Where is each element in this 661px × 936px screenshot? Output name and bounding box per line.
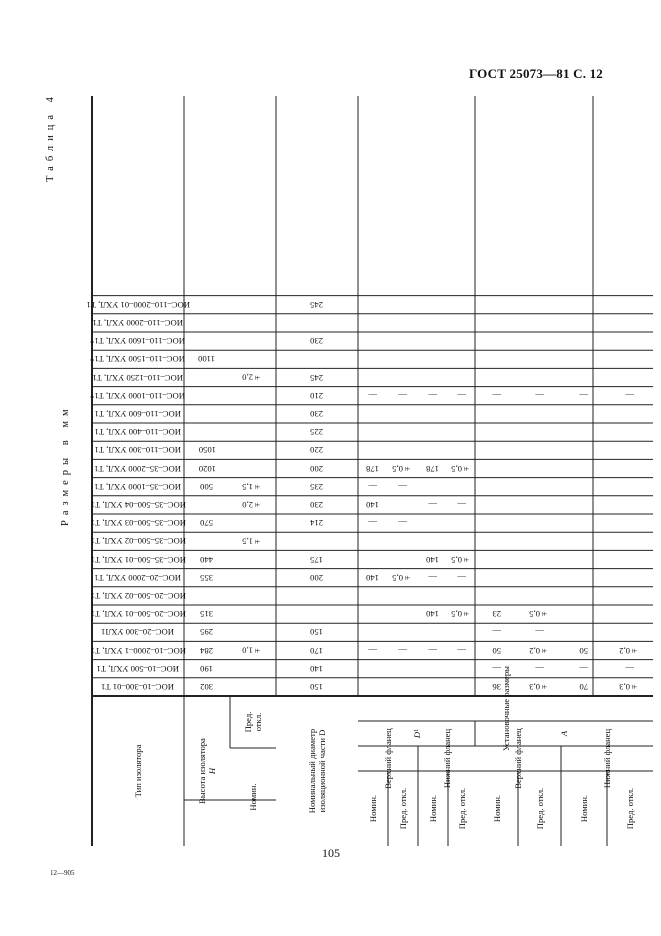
- cell-un: 140: [366, 572, 380, 583]
- cell-aut: [518, 405, 561, 423]
- cell-ln: [418, 441, 448, 459]
- d1u-tol-head: Пред. откл.: [398, 787, 408, 830]
- page-header: ГОСТ 25073—81 С. 12: [469, 66, 603, 81]
- cell-alt: [607, 478, 653, 496]
- a-symbol: A: [559, 730, 569, 737]
- cell-h: 1100: [198, 354, 216, 365]
- cell-ln: —: [428, 499, 438, 510]
- cell-aut: [518, 569, 561, 587]
- cell-h: 570: [200, 518, 214, 529]
- cell-h: [184, 332, 230, 350]
- cell-alt: [607, 532, 653, 550]
- cell-ut: [388, 296, 418, 314]
- d1l-nom-head: Номин.: [428, 794, 438, 823]
- cell-type: ИОС–35–500–02 УХЛ, Т1: [90, 536, 186, 547]
- cell-aln: [561, 478, 607, 496]
- cell-ut: [388, 678, 418, 696]
- cell-aln: 50: [579, 645, 589, 656]
- footer-code: 12—905: [50, 869, 75, 877]
- cell-h: [184, 587, 230, 605]
- cell-ln: [418, 660, 448, 678]
- a-lower-flange-head: Нижний фланец: [602, 728, 612, 789]
- cell-aut: [518, 350, 561, 368]
- cell-type: ИОС–10–2000–1 УХЛ, Т1: [90, 645, 186, 656]
- cell-aut: [518, 478, 561, 496]
- height-nom-head: Номин.: [248, 783, 258, 811]
- d1-symbol: D: [411, 731, 422, 739]
- cell-un: —: [368, 481, 378, 492]
- cell-d: 170: [310, 645, 324, 656]
- height-tol-cell: ±1,0: [242, 645, 264, 656]
- cell-aut: [518, 496, 561, 514]
- cell-un: [358, 423, 388, 441]
- cell-lt: [448, 423, 475, 441]
- col-head-diameter: Номинальный диаметр изоляционной части D: [307, 728, 327, 814]
- cell-d: [276, 587, 358, 605]
- height-tol-head: Пред. откл.: [243, 711, 263, 733]
- cell-un: —: [368, 518, 378, 529]
- cell-ut: [388, 405, 418, 423]
- cell-h: [184, 296, 230, 314]
- cell-h: 1050: [198, 445, 216, 456]
- cell-d: [276, 605, 358, 623]
- cell-ln: [418, 405, 448, 423]
- cell-aun: [475, 368, 518, 386]
- cell-aut: [518, 314, 561, 332]
- cell-ln: [418, 678, 448, 696]
- cell-alt: [607, 496, 653, 514]
- cell-d: [276, 350, 358, 368]
- cell-alt: [607, 587, 653, 605]
- cell-aut: —: [535, 663, 544, 674]
- install-head: Установочные размеры: [500, 666, 511, 751]
- cell-h: 355: [200, 572, 214, 583]
- cell-type: ИОС–110–2000–01 УХЛ, Т1: [86, 299, 190, 310]
- cell-aut: [518, 532, 561, 550]
- cell-lt: [448, 678, 475, 696]
- cell-ut: [388, 441, 418, 459]
- cell-type: ИОС–35–1000 УХЛ, Т1: [94, 481, 182, 492]
- cell-d: 245: [310, 299, 324, 310]
- cell-h: 1020: [198, 463, 216, 474]
- units-caption: Размеры в мм: [60, 404, 71, 526]
- cell-ln: 178: [426, 463, 440, 474]
- cell-d: 200: [310, 572, 324, 583]
- d1-head: [358, 721, 475, 746]
- cell-ut: [388, 314, 418, 332]
- cell-aun: [475, 569, 518, 587]
- cell-alt: [607, 459, 653, 477]
- cell-d: 245: [310, 372, 324, 383]
- cell-ut: [388, 587, 418, 605]
- cell-aun: [475, 423, 518, 441]
- cell-aun: [475, 532, 518, 550]
- height-tol-cell: ±1,5: [242, 481, 264, 492]
- cell-aut: —: [535, 627, 544, 638]
- cell-aun: [475, 441, 518, 459]
- cell-un: [358, 405, 388, 423]
- cell-un: [358, 314, 388, 332]
- cell-lt: —: [457, 572, 466, 583]
- cell-un: [358, 296, 388, 314]
- cell-ut: —: [398, 390, 408, 401]
- cell-aln: [561, 296, 607, 314]
- cell-lt: [448, 405, 475, 423]
- cell-aun: —: [492, 663, 501, 674]
- cell-aun: [475, 514, 518, 532]
- cell-h: 284: [200, 645, 214, 656]
- cell-ln: [418, 478, 448, 496]
- cell-alt: [607, 405, 653, 423]
- cell-h: 500: [200, 481, 214, 492]
- cell-un: [358, 678, 388, 696]
- cell-un: —: [368, 390, 378, 401]
- cell-ut: [388, 496, 418, 514]
- cell-aut: [518, 459, 561, 477]
- cell-type: ИОС–20–2000 УХЛ, Т1: [94, 572, 182, 583]
- cell-h: 315: [200, 609, 214, 620]
- cell-aln: [561, 350, 607, 368]
- cell-ut: ±0,5: [392, 463, 414, 474]
- cell-ln: [418, 532, 448, 550]
- cell-aut: [518, 587, 561, 605]
- cell-type: ИОС–110–1600 УХЛ, Т1*: [90, 336, 186, 347]
- cell-h: [184, 423, 230, 441]
- cell-d: 230: [310, 408, 324, 419]
- cell-d: 235: [310, 481, 324, 492]
- cell-h: [184, 405, 230, 423]
- cell-aut: ±0,5: [529, 609, 550, 620]
- cell-h: 295: [200, 627, 214, 638]
- cell-ut: ±0,5: [392, 572, 414, 583]
- cell-type: ИОС–20–300 УХЛ1: [101, 627, 175, 638]
- height-head-label: Высота изолятора: [197, 738, 207, 804]
- cell-ln: [418, 368, 448, 386]
- cell-type: ИОС–10–500 УХЛ, Т1: [96, 663, 180, 674]
- cell-lt: [448, 314, 475, 332]
- cell-ln: 140: [426, 609, 440, 620]
- cell-aut: ±0,2: [529, 645, 550, 656]
- table-title: Таблица 4: [45, 92, 56, 182]
- cell-aln: [561, 514, 607, 532]
- cell-alt: [607, 314, 653, 332]
- cell-type: ИОС–35–500–03 УХЛ, Т1: [90, 518, 186, 529]
- cell-lt: [448, 332, 475, 350]
- cell-h: 440: [200, 554, 214, 565]
- cell-h: [184, 387, 230, 405]
- cell-type: ИОС–110–400 УХЛ, Т1: [94, 427, 182, 438]
- cell-aln: 70: [579, 681, 589, 692]
- cell-aut: [518, 514, 561, 532]
- cell-aut: ±0,3: [529, 681, 550, 692]
- cell-ut: [388, 623, 418, 641]
- cell-un: 140: [366, 499, 380, 510]
- cell-aut: [518, 296, 561, 314]
- cell-d: 230: [310, 336, 324, 347]
- cell-lt: [448, 514, 475, 532]
- cell-aun: [475, 496, 518, 514]
- cell-aun: —: [492, 627, 501, 638]
- cell-d: 220: [310, 445, 324, 456]
- cell-alt: [607, 569, 653, 587]
- col-head-height: [184, 696, 276, 846]
- cell-ln: —: [428, 572, 438, 583]
- cell-d: 200: [310, 463, 324, 474]
- cell-aun: [475, 459, 518, 477]
- cell-type: ИОС–110–2000 УХЛ, Т1: [92, 317, 184, 328]
- cell-aln: [561, 605, 607, 623]
- cell-alt: [607, 605, 653, 623]
- cell-un: 178: [366, 463, 380, 474]
- cell-aln: [561, 405, 607, 423]
- cell-ln: [418, 587, 448, 605]
- cell-aut: —: [535, 390, 544, 401]
- cell-lt: —: [457, 390, 466, 401]
- cell-ut: —: [398, 645, 408, 656]
- cell-type: ИОС–110–600 УХЛ, Т1: [94, 408, 182, 419]
- cell-alt: [607, 514, 653, 532]
- cell-d: 150: [310, 681, 324, 692]
- cell-aln: [561, 332, 607, 350]
- cell-ut: [388, 368, 418, 386]
- cell-aun: 23: [492, 609, 501, 620]
- cell-aut: [518, 423, 561, 441]
- cell-alt: [607, 296, 653, 314]
- d1-subscript: 1: [413, 728, 420, 732]
- cell-ln: [418, 314, 448, 332]
- cell-aln: —: [579, 663, 589, 674]
- cell-ln: 140: [426, 554, 440, 565]
- cell-aun: [475, 478, 518, 496]
- cell-un: [358, 332, 388, 350]
- cell-type: ИОС–110–1500 УХЛ, Т1*: [90, 354, 186, 365]
- cell-aun: [475, 350, 518, 368]
- cell-un: —: [368, 645, 378, 656]
- d1-upper-flange-head: Верхний фланец: [383, 728, 393, 789]
- cell-d: 140: [310, 663, 324, 674]
- cell-d: 150: [310, 627, 324, 638]
- cell-alt: [607, 332, 653, 350]
- cell-d: 225: [310, 427, 324, 438]
- cell-lt: ±0,5: [451, 609, 472, 620]
- cell-lt: —: [457, 645, 466, 656]
- cell-ln: [418, 514, 448, 532]
- cell-aln: [561, 423, 607, 441]
- col-head-type: Тип изолятора: [133, 744, 143, 798]
- al-nom-head: Номин.: [579, 794, 589, 823]
- cell-ut: —: [398, 518, 408, 529]
- cell-ut: [388, 350, 418, 368]
- cell-type: ИОС–20–500–01 УХЛ, Т1: [90, 609, 186, 620]
- cell-alt: [607, 423, 653, 441]
- cell-ut: [388, 423, 418, 441]
- cell-alt: [607, 368, 653, 386]
- cell-un: [358, 623, 388, 641]
- cell-un: [358, 550, 388, 568]
- cell-alt: [607, 441, 653, 459]
- a-upper-flange-head: Верхний фланец: [513, 728, 523, 789]
- cell-un: [358, 441, 388, 459]
- cell-aut: [518, 332, 561, 350]
- cell-aut: [518, 550, 561, 568]
- cell-aln: [561, 569, 607, 587]
- cell-aun: [475, 332, 518, 350]
- al-tol-head: Пред. откл.: [625, 787, 635, 830]
- cell-type: ИОС–110–1250 УХЛ, Т1: [92, 372, 184, 383]
- cell-h: [184, 496, 230, 514]
- cell-lt: [448, 350, 475, 368]
- cell-lt: [448, 296, 475, 314]
- cell-type: ИОС–110–1000 УХЛ, Т1*: [90, 390, 186, 401]
- cell-ut: [388, 550, 418, 568]
- cell-aun: 50: [492, 645, 501, 656]
- cell-lt: [448, 478, 475, 496]
- cell-h: [184, 532, 230, 550]
- cell-ut: —: [398, 481, 408, 492]
- height-tol-cell: ±1,5: [242, 536, 264, 547]
- d1l-tol-head: Пред. откл.: [456, 787, 467, 830]
- cell-lt: [448, 587, 475, 605]
- cell-aln: [561, 587, 607, 605]
- cell-aun: [475, 405, 518, 423]
- cell-aun: 36: [492, 681, 501, 692]
- cell-aun: [475, 314, 518, 332]
- cell-alt: ±0,3: [619, 681, 641, 692]
- cell-aun: —: [492, 390, 501, 401]
- d1u-nom-head: Номин.: [368, 794, 378, 823]
- cell-ut: [388, 332, 418, 350]
- rotated-table-page: [45, 92, 653, 846]
- cell-h: 302: [200, 681, 214, 692]
- d1-lower-flange-head: Нижний фланец: [441, 728, 452, 789]
- cell-aln: [561, 550, 607, 568]
- cell-aln: —: [579, 390, 589, 401]
- cell-ln: [418, 423, 448, 441]
- cell-aun: [475, 550, 518, 568]
- cell-un: [358, 660, 388, 678]
- cell-ln: —: [428, 390, 438, 401]
- cell-ln: —: [428, 645, 438, 656]
- cell-alt: [607, 350, 653, 368]
- cell-d: 214: [310, 518, 324, 529]
- cell-h: [184, 368, 230, 386]
- cell-d: 230: [310, 499, 324, 510]
- cell-ut: [388, 532, 418, 550]
- cell-lt: ±0,5: [451, 554, 472, 565]
- cell-h: 190: [200, 663, 214, 674]
- cell-aln: [561, 532, 607, 550]
- cell-un: [358, 350, 388, 368]
- cell-d: [276, 314, 358, 332]
- cell-un: [358, 605, 388, 623]
- cell-lt: [448, 623, 475, 641]
- cell-alt: [607, 623, 653, 641]
- cell-lt: —: [457, 499, 466, 510]
- cell-aun: [475, 587, 518, 605]
- height-head-symbol: H: [207, 767, 217, 775]
- cell-h: [184, 314, 230, 332]
- cell-lt: ±0,5: [451, 463, 472, 474]
- cell-aun: [475, 296, 518, 314]
- cell-ln: [418, 623, 448, 641]
- cell-type: ИОС–10–300–01 Т1: [101, 681, 175, 692]
- cell-lt: [448, 368, 475, 386]
- cell-un: [358, 368, 388, 386]
- cell-aln: [561, 623, 607, 641]
- au-tol-head: Пред. откл.: [534, 787, 545, 830]
- cell-aln: [561, 314, 607, 332]
- cell-type: ИОС–20–500–02 УХЛ, Т1: [90, 590, 186, 601]
- cell-aln: [561, 368, 607, 386]
- cell-type: ИОС–110–300 УХЛ, Т1: [94, 445, 182, 456]
- cell-type: ИОС–35–500–04 УХЛ, Т1: [90, 499, 186, 510]
- cell-aln: [561, 459, 607, 477]
- cell-aut: [518, 368, 561, 386]
- cell-d: 210: [310, 390, 324, 401]
- cell-ln: [418, 350, 448, 368]
- au-nom-head: Номин.: [491, 794, 502, 823]
- cell-alt: [607, 550, 653, 568]
- cell-alt: —: [625, 390, 635, 401]
- cell-ut: [388, 605, 418, 623]
- cell-aut: [518, 441, 561, 459]
- cell-type: ИОС–35–2000 УХЛ, Т1: [94, 463, 182, 474]
- cell-ln: [418, 296, 448, 314]
- cell-d: 175: [310, 554, 324, 565]
- cell-aln: [561, 496, 607, 514]
- height-tol-cell: ±2,0: [242, 372, 264, 383]
- cell-ut: [388, 660, 418, 678]
- cell-type: ИОС–35–500–01 УХЛ, Т1: [90, 554, 186, 565]
- page-number: 105: [322, 846, 340, 860]
- cell-ln: [418, 332, 448, 350]
- cell-lt: [448, 660, 475, 678]
- a-head: [475, 721, 653, 746]
- cell-un: [358, 532, 388, 550]
- cell-lt: [448, 532, 475, 550]
- cell-alt: —: [625, 663, 635, 674]
- height-tol-cell: ±2,0: [242, 499, 264, 510]
- cell-alt: ±0,2: [619, 645, 641, 656]
- cell-aln: [561, 441, 607, 459]
- cell-lt: [448, 441, 475, 459]
- cell-un: [358, 587, 388, 605]
- cell-d: [276, 532, 358, 550]
